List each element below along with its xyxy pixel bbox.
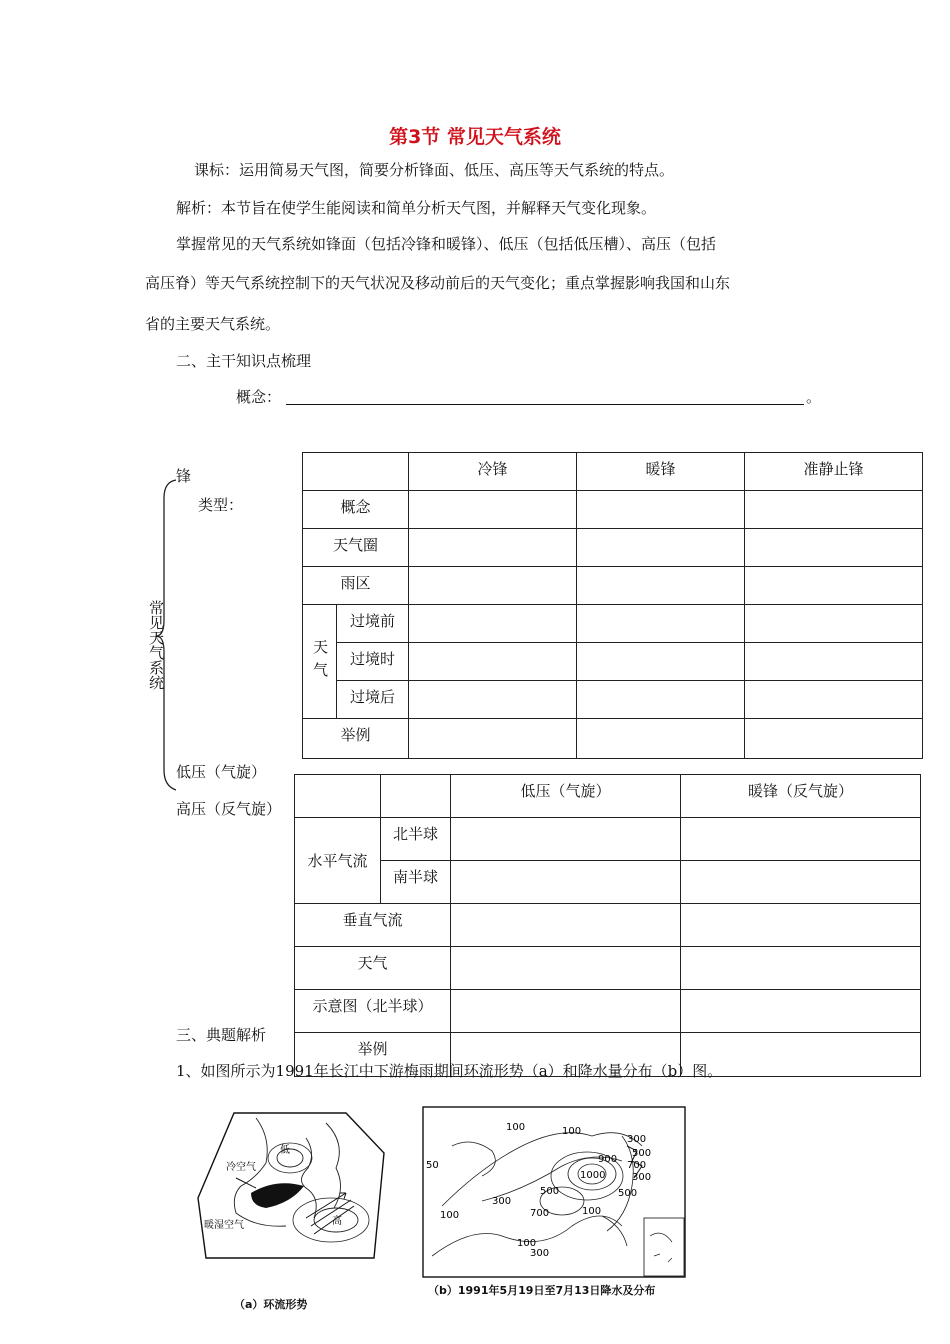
contour-label: 900 — [598, 1154, 618, 1165]
map-b-caption: （b）1991年5月19日至7月13日降水及分布 — [428, 1284, 656, 1297]
cell-input[interactable] — [409, 529, 577, 567]
header-low-pressure: 低压（气旋） — [451, 775, 681, 818]
row-weather — [303, 605, 337, 719]
cell-input[interactable] — [577, 643, 745, 681]
concept-label: 概念： — [236, 388, 282, 406]
contour-label: 100 — [440, 1210, 460, 1221]
map-high-label: 高 — [332, 1216, 342, 1227]
section-heading-2: 二、主干知识点梳理 — [176, 352, 312, 370]
row-cloud: 天气圈 — [303, 529, 409, 567]
row-northern-hemisphere: 北半球 — [381, 818, 451, 861]
cell-input[interactable] — [409, 681, 577, 719]
front-label: 锋 — [176, 467, 192, 485]
mastery-text-line2: 高压脊）等天气系统控制下的天气状况及移动前后的天气变化；重点掌握影响我国和山东 — [145, 274, 731, 292]
cell-input[interactable] — [577, 491, 745, 529]
row-southern-hemisphere: 南半球 — [381, 861, 451, 904]
contour-label: 300 — [627, 1134, 647, 1145]
pressure-table-corner-2 — [381, 775, 451, 818]
mastery-text-line1: 掌握常见的天气系统如锋面（包括冷锋和暖锋）、低压（包括低压槽）、高压（包括 — [176, 235, 717, 253]
concept-blank[interactable] — [286, 403, 804, 405]
cell-input[interactable] — [681, 861, 921, 904]
contour-label: 300 — [530, 1248, 550, 1259]
section-heading-3: 三、典题解析 — [176, 1026, 267, 1044]
cell-input[interactable] — [745, 567, 923, 605]
low-pressure-label: 低压（气旋） — [176, 763, 267, 781]
map-low-label: 低 — [280, 1145, 290, 1156]
front-table — [302, 452, 923, 759]
row-vertical-flow: 垂直气流 — [295, 904, 451, 947]
contour-label: 300 — [632, 1172, 652, 1183]
contour-label: 500 — [618, 1188, 638, 1199]
mastery-text-line3: 省的主要天气系统。 — [145, 315, 281, 333]
pressure-table-corner — [295, 775, 381, 818]
question-1: 1、如图所示为1991年长江中下游梅雨期间环流形势（a）和降水量分布（b）图。 — [176, 1062, 723, 1080]
cell-input[interactable] — [451, 818, 681, 861]
map-warm-air-label: 暖湿空气 — [204, 1220, 244, 1231]
contour-label: 100 — [506, 1122, 526, 1133]
row-diagram: 示意图（北半球） — [295, 990, 451, 1033]
cell-input[interactable] — [681, 947, 921, 990]
curriculum-standard: 课标：运用简易天气图，简要分析锋面、低压、高压等天气系统的特点。 — [194, 161, 675, 179]
high-pressure-label: 高压（反气旋） — [176, 800, 282, 818]
row-after: 过境后 — [337, 681, 409, 719]
page-title: 第3节 常见天气系统 — [389, 126, 561, 148]
map-a-caption: （a）环流形势 — [234, 1298, 308, 1311]
cell-input[interactable] — [681, 818, 921, 861]
cell-input[interactable] — [409, 605, 577, 643]
row-during: 过境时 — [337, 643, 409, 681]
contour-label: 100 — [582, 1206, 602, 1217]
cell-input[interactable] — [451, 904, 681, 947]
pressure-table — [294, 774, 921, 1077]
contour-label: 500 — [540, 1186, 560, 1197]
contour-label: 1000 — [580, 1170, 606, 1181]
cell-input[interactable] — [745, 681, 923, 719]
header-cold-front: 冷锋 — [409, 453, 577, 491]
header-stationary-front: 准静止锋 — [745, 453, 923, 491]
concept-end: 。 — [806, 388, 822, 406]
map-cold-air-label: 冷空气 — [226, 1162, 256, 1173]
contour-label: 700 — [627, 1160, 647, 1171]
header-anticyclone: 暖锋（反气旋） — [681, 775, 921, 818]
cell-input[interactable] — [577, 719, 745, 759]
cell-input[interactable] — [681, 990, 921, 1033]
cell-input[interactable] — [577, 567, 745, 605]
row-concept: 概念 — [303, 491, 409, 529]
cell-input[interactable] — [451, 861, 681, 904]
header-warm-front: 暖锋 — [577, 453, 745, 491]
cell-input[interactable] — [451, 947, 681, 990]
cell-input[interactable] — [745, 491, 923, 529]
type-label: 类型： — [198, 496, 244, 514]
cell-input[interactable] — [409, 491, 577, 529]
cell-input[interactable] — [577, 605, 745, 643]
row-before: 过境前 — [337, 605, 409, 643]
cell-input[interactable] — [681, 904, 921, 947]
row-horizontal-flow: 水平气流 — [295, 818, 381, 904]
contour-label: 100 — [517, 1238, 537, 1249]
precipitation-map — [422, 1106, 686, 1278]
row-weather-text: 天气 — [311, 638, 329, 685]
cell-input[interactable] — [745, 529, 923, 567]
weather-systems-label: 常见天气系统 — [147, 600, 165, 690]
cell-input[interactable] — [745, 719, 923, 759]
front-table-corner — [303, 453, 409, 491]
contour-label: 100 — [562, 1126, 582, 1137]
row-weather-pressure: 天气 — [295, 947, 451, 990]
circulation-map — [196, 1108, 386, 1288]
contour-label: 700 — [530, 1208, 550, 1219]
row-example-pressure: 举例 — [295, 1033, 451, 1077]
contour-label: 50 — [426, 1160, 439, 1171]
cell-input[interactable] — [409, 719, 577, 759]
cell-input[interactable] — [745, 643, 923, 681]
cell-input[interactable] — [745, 605, 923, 643]
contour-label: 300 — [492, 1196, 512, 1207]
analysis-text: 解析：本节旨在使学生能阅读和简单分析天气图，并解释天气变化现象。 — [176, 199, 657, 217]
contour-label: 500 — [632, 1148, 652, 1159]
cell-input[interactable] — [451, 990, 681, 1033]
row-rain: 雨区 — [303, 567, 409, 605]
row-example: 举例 — [303, 719, 409, 759]
cell-input[interactable] — [409, 643, 577, 681]
cell-input[interactable] — [577, 681, 745, 719]
cell-input[interactable] — [577, 529, 745, 567]
cell-input[interactable] — [409, 567, 577, 605]
